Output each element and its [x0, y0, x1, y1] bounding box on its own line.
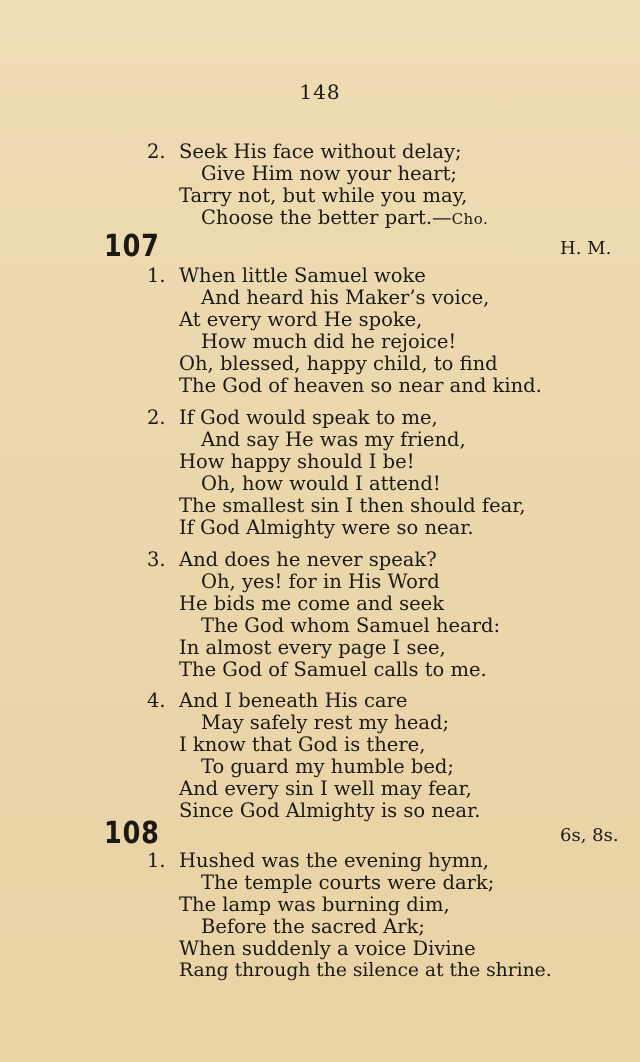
- verse-line: The lamp was burning dim,: [179, 893, 450, 916]
- verse-line: Give Him now your heart;: [201, 162, 457, 185]
- verse-line: Hushed was the evening hymn,: [179, 849, 489, 872]
- verse-line: Seek His face without delay;: [179, 140, 462, 163]
- verse-line: May safely rest my head;: [201, 711, 450, 734]
- verse-line: The God of heaven so near and kind.: [179, 374, 542, 397]
- verse-line: He bids me come and seek: [179, 592, 445, 615]
- verse-line: At every word He spoke,: [179, 308, 423, 331]
- verse-number: 1.: [147, 849, 166, 872]
- verse-line: And every sin I well may fear,: [179, 777, 472, 800]
- verse-line: How much did he rejoice!: [201, 330, 457, 353]
- verse-line: Since God Almighty is so near.: [179, 799, 481, 822]
- verse-number: 3.: [147, 548, 166, 571]
- verse-line: Rang through the silence at the shrine.: [179, 960, 552, 981]
- verse-line-text: Choose the better part.—: [201, 206, 452, 229]
- verse-line: And say He was my friend,: [201, 428, 466, 451]
- verse-line: Before the sacred Ark;: [201, 915, 425, 938]
- verse-line: If God Almighty were so near.: [179, 516, 474, 539]
- hymn-meter: 6s, 8s.: [560, 825, 619, 846]
- verse-number: 2.: [147, 140, 166, 163]
- verse-line: Tarry not, but while you may,: [179, 184, 468, 207]
- verse-line: Oh, yes! for in His Word: [201, 570, 440, 593]
- verse-line: The smallest sin I then should fear,: [179, 494, 526, 517]
- verse-number: 2.: [147, 406, 166, 429]
- hymn-number: 108: [104, 816, 160, 851]
- verse-line: When little Samuel woke: [179, 264, 426, 287]
- verse-line: Oh, how would I attend!: [201, 472, 441, 495]
- verse-line: To guard my humble bed;: [201, 755, 454, 778]
- page-number: 148: [299, 80, 341, 104]
- verse-line: And does he never speak?: [179, 548, 437, 571]
- hymn-number: 107: [104, 229, 160, 264]
- verse-line: In almost every page I see,: [179, 636, 446, 659]
- verse-line: Oh, blessed, happy child, to find: [179, 352, 498, 375]
- verse-line: How happy should I be!: [179, 450, 415, 473]
- verse-number: 1.: [147, 264, 166, 287]
- verse-number: 4.: [147, 689, 166, 712]
- verse-line: And I beneath His care: [179, 689, 408, 712]
- verse-line: If God would speak to me,: [179, 406, 438, 429]
- verse-line: I know that God is there,: [179, 733, 426, 756]
- hymn-meter: H. M.: [560, 238, 612, 259]
- verse-line: The God whom Samuel heard:: [201, 614, 501, 637]
- verse-line: The temple courts were dark;: [201, 871, 495, 894]
- verse-line: When suddenly a voice Divine: [179, 937, 476, 960]
- verse-line: The God of Samuel calls to me.: [179, 658, 487, 681]
- verse-line: [201, 207, 488, 230]
- chorus-marker: Cho.: [451, 210, 489, 228]
- verse-line: And heard his Maker’s voice,: [201, 286, 490, 309]
